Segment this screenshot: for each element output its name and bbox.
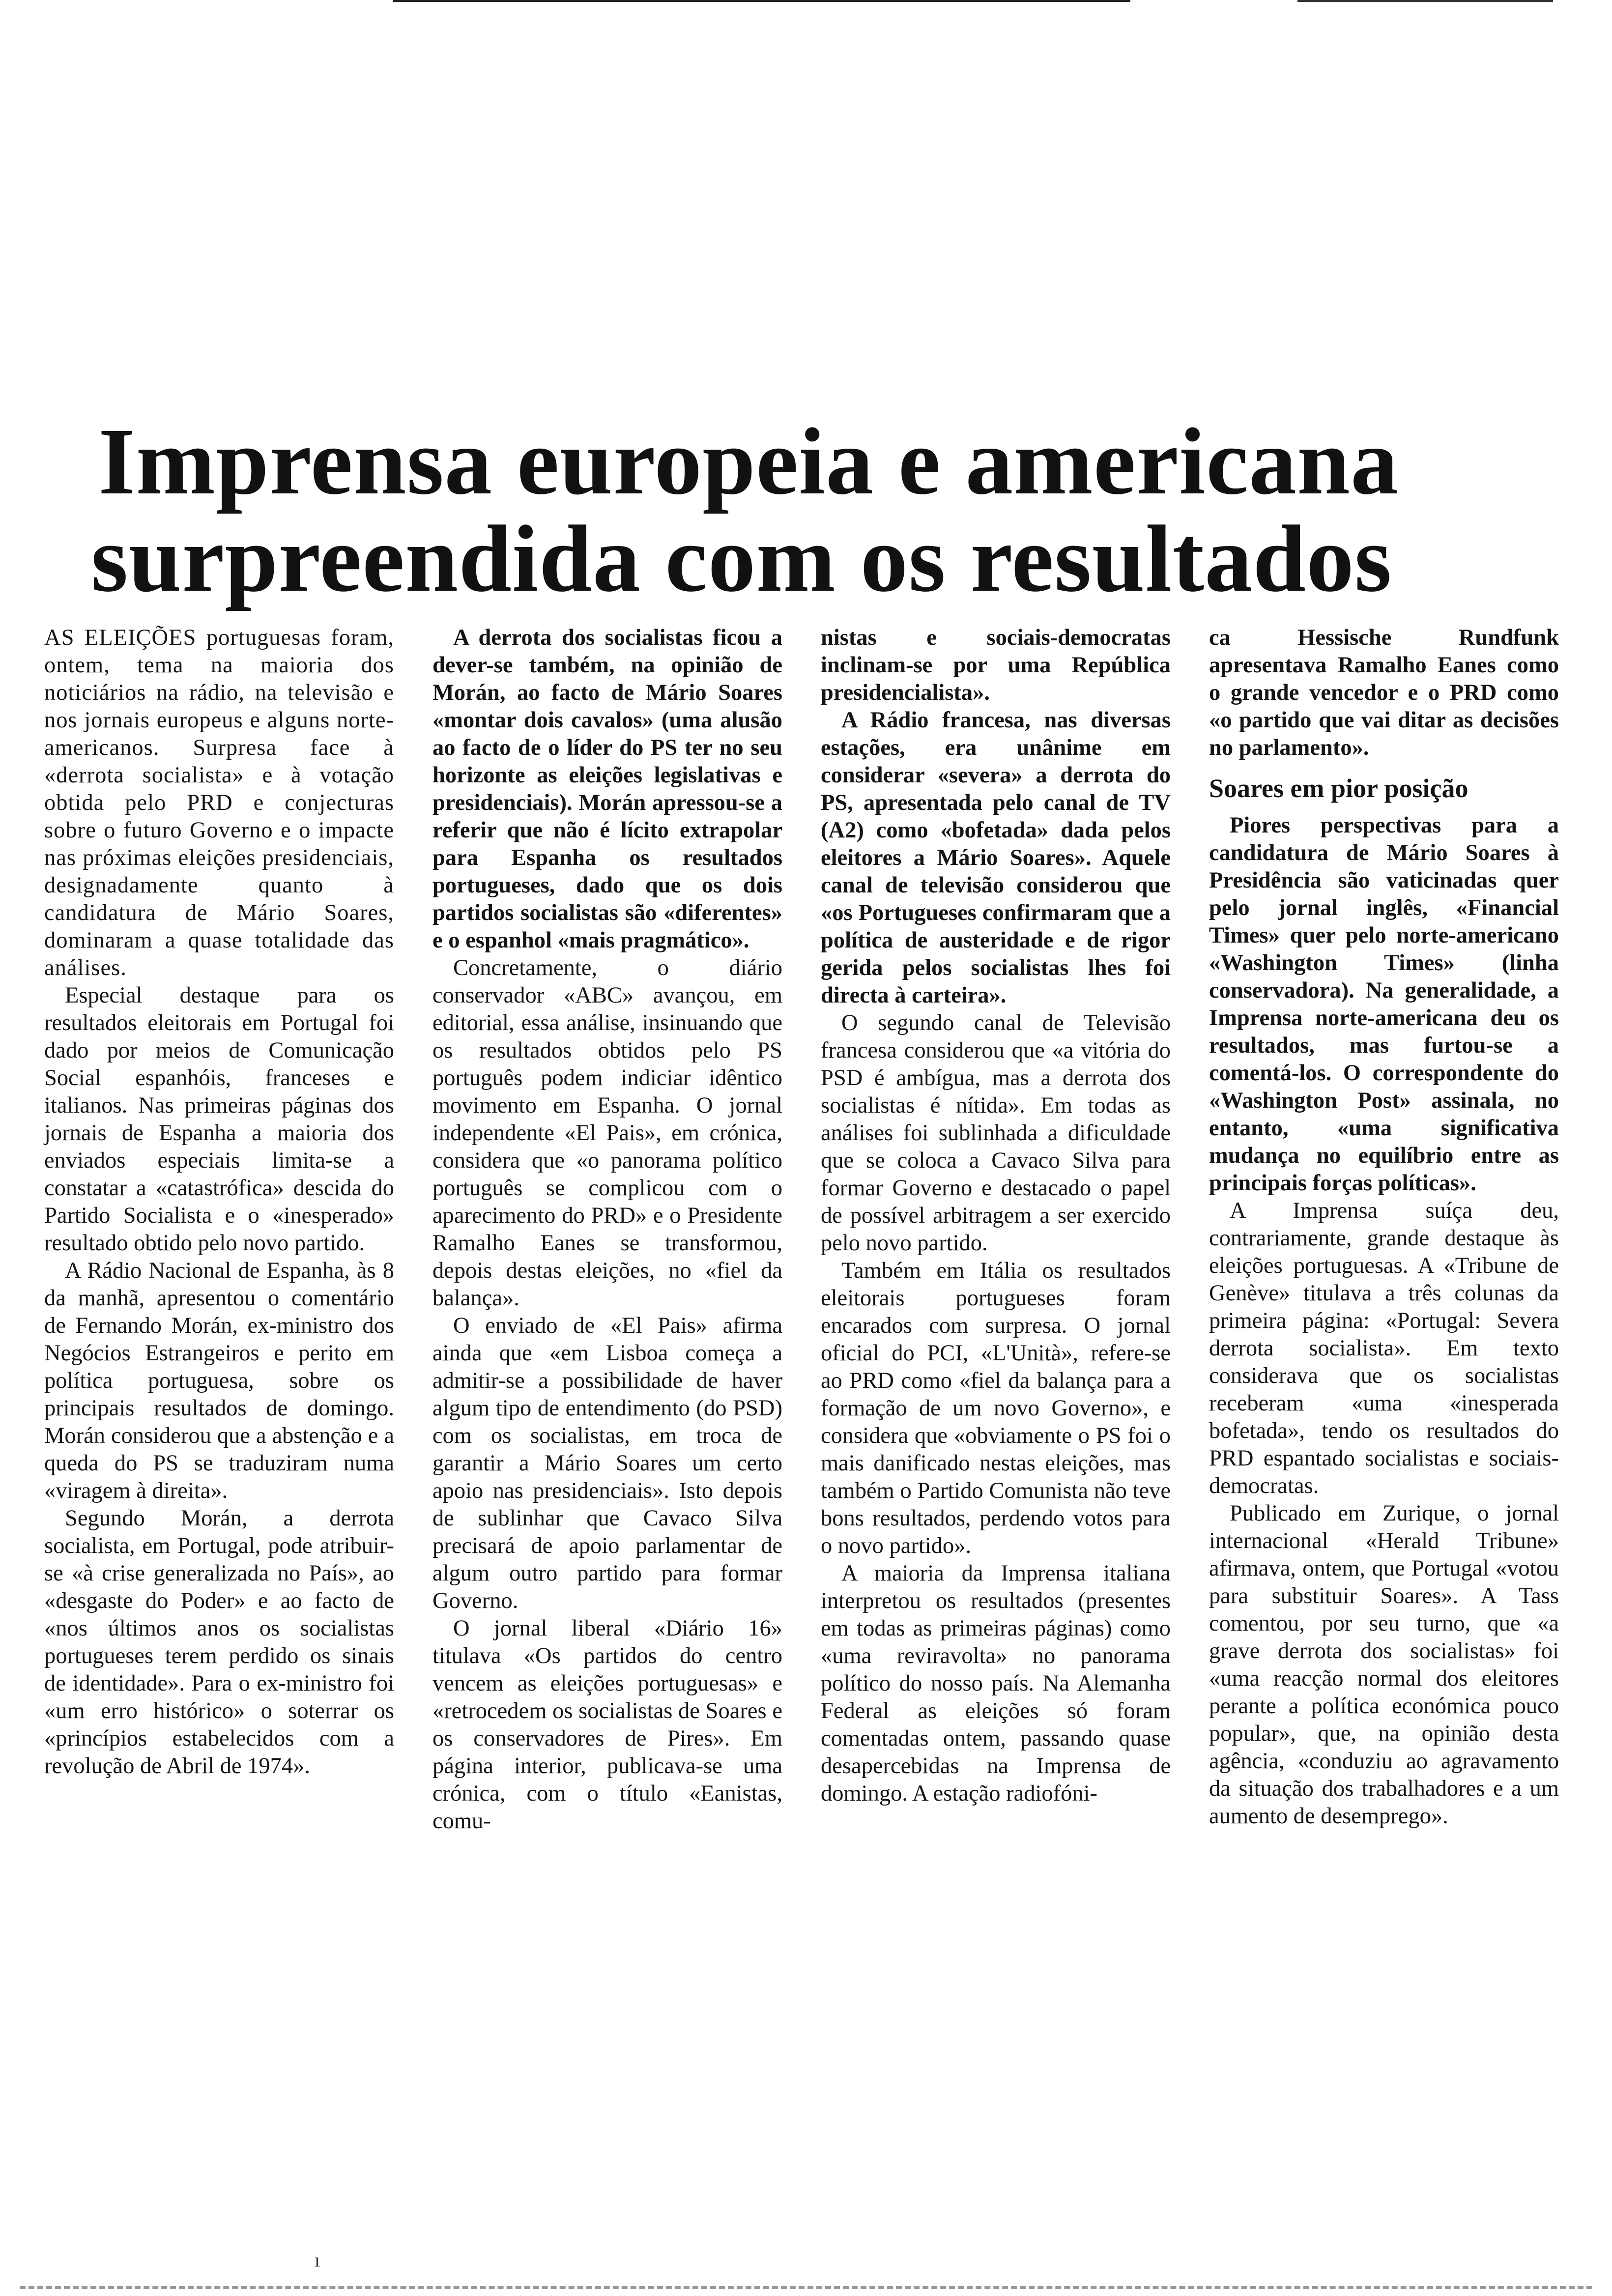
paragraph: Piores perspectivas para a candidatura de Mário Soares à Presidência são vaticinadas quer pelo jornal inglês, «Financial Times» quer pelo norte-americano «Washington Times» (linha conservadora). Na generalidade, a Imprensa norte-americana deu os resultados, mas furtou-se a comentá-los. O correspondente do «Washington Post» assinala, no entanto, «uma significativa mudança no equilíbrio entre as principais forças políticas».: [1209, 813, 1559, 1196]
article-columns: [44, 624, 1597, 1835]
paragraph: A Rádio francesa, nas diversas estações, era unânime em considerar «severa» a derrota do PS, apresentada pelo canal de TV (A2) como «bofetada» dada pelos eleitores a Mário Soares». Aquele canal de televisão considerou que «os Portugueses confirmaram que a política de austeridade e de rigor gerida pelos socialistas lhes foi directa à carteira».: [821, 708, 1171, 1008]
column-3: [821, 624, 1171, 1835]
subheading: Soares em pior posição: [1209, 774, 1468, 803]
headline-line-2: surpreendida com os resultados: [91, 506, 1392, 611]
paragraph: A Rádio Nacional de Espanha, às 8 da manhã, apresentou o comentário de Fernando Morán, ex-ministro dos Negócios Estrangeiros e perito em política portuguesa, sobre os principais resultados de domingo. Morán considerou que a abstenção e a queda do PS se traduziram numa «viragem à direita».: [44, 1258, 394, 1503]
paragraph: Também em Itália os resultados eleitorais portugueses foram encarados com surpresa. O jornal oficial do PCI, «L'Unità», refere-se ao PRD como «fiel da balança para a formação de um novo Governo», e considera que «obviamente o PS foi o mais danificado nestas eleições, mas também o Partido Comunista não teve bons resultados, perdendo votos para o novo partido».: [821, 1258, 1171, 1558]
paragraph: O jornal liberal «Diário 16» titulava «Os partidos do centro vencem as eleições portuguesas» e «retrocedem os socialistas de Soares e os conservadores de Pires». Em página interior, publicava-se uma crónica, com o título «Eanistas, comu-: [432, 1616, 782, 1834]
paragraph: O enviado de «El Pais» afirma ainda que «em Lisboa começa a admitir-se a possibilidade de haver algum tipo de entendimento (do PSD) com os socialistas, em troca de garantir a Mário Soares um certo apoio nas presidenciais». Isto depois de sublinhar que Cavaco Silva precisará de apoio parlamentar de algum outro partido para formar Governo.: [432, 1313, 782, 1613]
paragraph: A derrota dos socialistas ficou a dever-se também, na opinião de Morán, ao facto de Mário Soares «montar dois cavalos» (uma alusão ao facto de o líder do PS ter no seu horizonte as eleições legislativas e presidenciais). Morán apressou-se a referir que não é lícito extrapolar para Espanha os resultados portugueses, dado que os dois partidos socialistas são «diferentes» e o espanhol «mais pragmático».: [432, 625, 782, 953]
paragraph: nistas e sociais-democratas inclinam-se por uma República presidencialista».: [821, 625, 1171, 705]
paragraph: Publicado em Zurique, o jornal internacional «Herald Tribune» afirmava, ontem, que Portugal «votou para substituir Soares». A Tass comentou, por seu turno, que «a grave derrota dos socialistas» foi «uma reacção normal dos eleitores perante a política económica pouco popular», que, na opinião desta agência, «conduziu ao agravamento da situação dos trabalhadores e a um aumento de desemprego».: [1209, 1501, 1559, 1829]
headline: [44, 408, 1597, 611]
headline-line-1: Imprensa europeia e americana: [98, 408, 1399, 514]
column-4: [1209, 624, 1559, 1835]
scan-speck: ı: [315, 2249, 320, 2271]
paragraph: AS ELEIÇÕES portuguesas foram, ontem, tema na maioria dos noticiários na rádio, na televisão e nos jornais europeus e alguns norte-americanos. Surpresa face à «derrota socialista» e à votação obtida pelo PRD e conjecturas sobre o futuro Governo e o impacte nas próximas eleições presidenciais, designadamente quanto à candidatura de Mário Soares, dominaram a quase totalidade das análises.: [44, 625, 394, 980]
scan-edge-top-right: [1297, 0, 1553, 2]
column-2: [432, 624, 782, 1835]
newspaper-clipping: [44, 408, 1597, 1834]
scan-edge-bottom: [20, 2286, 1592, 2289]
scan-edge-top: [393, 0, 1130, 2]
paragraph: O segundo canal de Televisão francesa considerou que «a vitória do PSD é ambígua, mas a derrota dos socialistas é nítida». Em todas as análises foi sublinhada a dificuldade que se coloca a Cavaco Silva para formar Governo e destacado o papel de possível arbitragem a ser exercido pelo novo partido.: [821, 1010, 1171, 1256]
column-1: [44, 624, 394, 1835]
paragraph: Especial destaque para os resultados eleitorais em Portugal foi dado por meios de Comunicação Social espanhóis, franceses e italianos. Nas primeiras páginas dos jornais de Espanha a maioria dos enviados especiais limita-se a constatar a «catastrófica» descida do Partido Socialista e o «inesperado» resultado obtido pelo novo partido.: [44, 983, 394, 1256]
paragraph: A maioria da Imprensa italiana interpretou os resultados (presentes em todas as primeiras páginas) como «uma reviravolta» no panorama político do nosso país. Na Alemanha Federal as eleições só foram comentadas ontem, passando quase desapercebidas na Imprensa de domingo. A estação radiofóni-: [821, 1561, 1171, 1806]
paragraph: Segundo Morán, a derrota socialista, em Portugal, pode atribuir-se «à crise generalizada no País», ao «desgaste do Poder» e ao facto de «nos últimos anos os socialistas portugueses terem perdido os sinais de identidade». Para o ex-ministro foi «um erro histórico» o soterrar os «princípios estabelecidos com a revolução de Abril de 1974».: [44, 1506, 394, 1779]
paragraph: A Imprensa suíça deu, contrariamente, grande destaque às eleições portuguesas. A «Tribune de Genève» titulava a três colunas da primeira página: «Portugal: Severa derrota socialista». Em texto considerava que os socialistas receberam «uma «inesperada bofetada», tendo os resultados do PRD espantado socialistas e sociais-democratas.: [1209, 1198, 1559, 1498]
paragraph: ca Hessische Rundfunk apresentava Ramalho Eanes como o grande vencedor e o PRD como «o partido que vai ditar as decisões no parlamento».: [1209, 625, 1559, 760]
paragraph: Concretamente, o diário conservador «ABC» avançou, em editorial, essa análise, insinuando que os resultados obtidos pelo PS português podem indiciar idêntico movimento em Espanha. O jornal independente «El Pais», em crónica, considera que «o panorama político português se complicou com o aparecimento do PRD» e o Presidente Ramalho Eanes se transformou, depois destas eleições, no «fiel da balança».: [432, 955, 782, 1311]
